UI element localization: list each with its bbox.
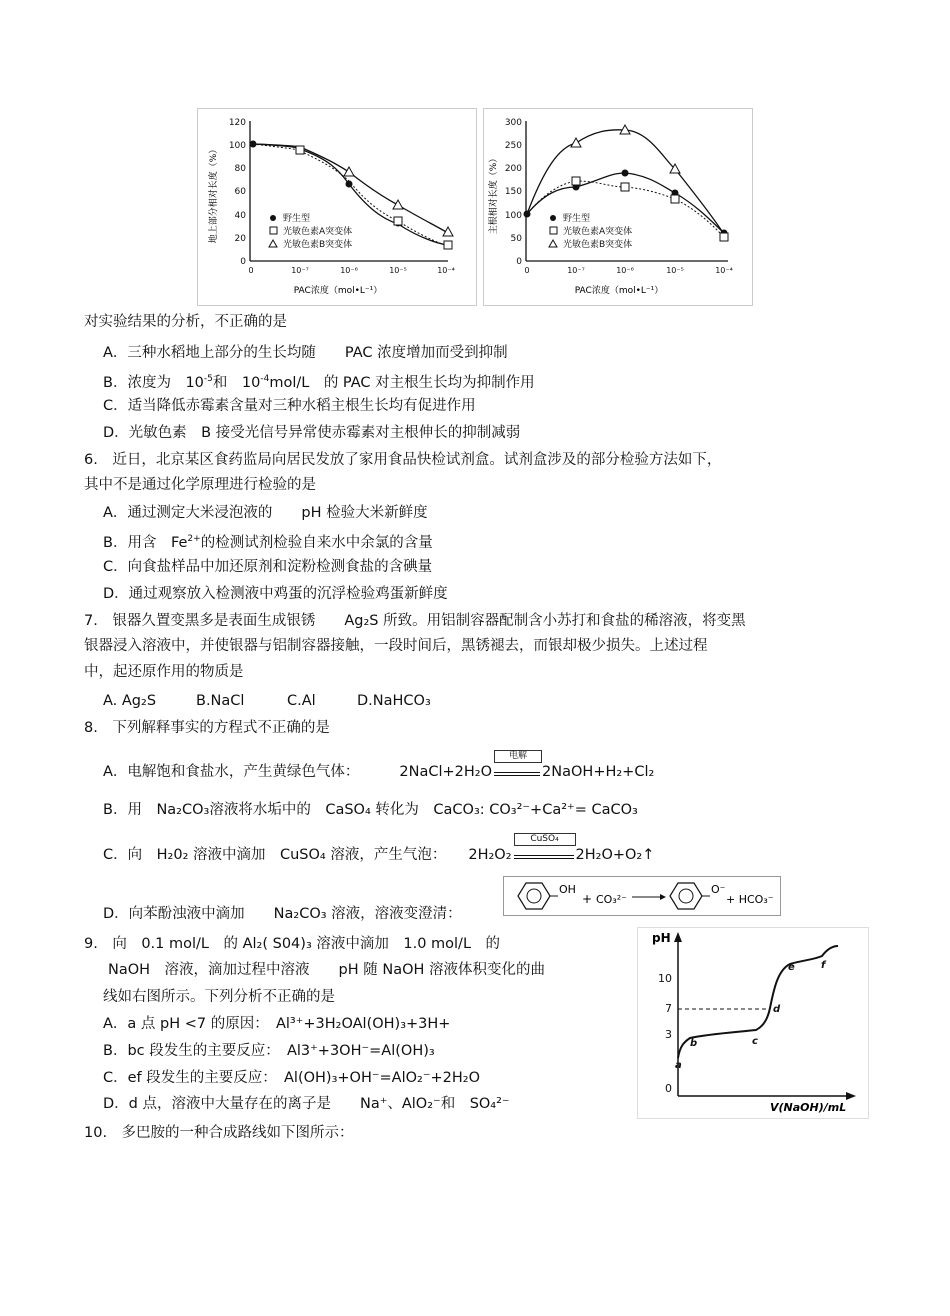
lx-tick-2: 10⁻⁶ — [340, 266, 358, 275]
ry-tick-5: 250 — [504, 141, 522, 151]
eq-plus: + — [582, 892, 593, 906]
q5-option-b: B．浓度为 $10^{-5}$和 $10^{-4}mol/L$ 的 PAC 对主根生长均为抑制作用 — [103, 374, 535, 391]
ph-point-f: f — [821, 960, 826, 971]
q8-option-a: A．电解饱和食盐水，产生黄绿色气体： 2NaCl+2H₂O 电解 2NaOH+H₂+Cl₂ — [103, 751, 655, 780]
left-y-label: 地上部分相对长度（%） — [209, 144, 219, 244]
ph-x-label: V(NaOH)/mL — [770, 1101, 847, 1114]
q8-stem: 8. 下列解释事实的方程式不正确的是 — [84, 720, 330, 736]
q9-option-b: B．bc 段发生的主要反应： Al3⁺+3OH⁻=Al(OH)₃ — [103, 1043, 435, 1059]
left-legend-0: 野生型 — [283, 214, 311, 224]
q6-option-c: C．向食盐样品中加还原剂和淀粉检测食盐的含碘量 — [103, 559, 433, 575]
q9-option-c: C．ef 段发生的主要反应： Al(OH)₃+OH⁻=AlO₂⁻+2H₂O — [103, 1070, 480, 1086]
q6-option-a: A．通过测定大米浸泡液的 pH 检验大米新鲜度 — [103, 505, 428, 521]
q5-option-a: A．三种水稻地上部分的生长均随 PAC 浓度增加而受到抑制 — [103, 345, 508, 361]
q7-stem-3: 中，起还原作用的物质是 — [84, 664, 244, 680]
rx-tick-4: 10⁻⁴ — [715, 266, 733, 275]
ph-point-c: c — [752, 1036, 758, 1047]
q9-stem-2: NaOH 溶液，滴加过程中溶液 pH 随 NaOH 溶液体积变化的曲 — [108, 962, 546, 978]
ry-tick-4: 200 — [504, 164, 522, 174]
ly-tick-1: 20 — [234, 234, 246, 244]
right-legend-0: 野生型 — [563, 214, 591, 224]
ly-tick-0: 0 — [240, 257, 246, 267]
q8-option-b: B．用 Na₂CO₃溶液将水垢中的 CaSO₄ 转化为 CaCO₃: CO₃²⁻+Ca²⁺= CaCO₃ — [103, 802, 638, 818]
ph-point-e: e — [788, 962, 795, 973]
q9-stem-1: 9. 向 0.1 mol/L 的 Al₂( S04)₃ 溶液中滴加 1.0 mol/L 的 — [84, 936, 501, 952]
q6-stem-2: 其中不是通过化学原理进行检验的是 — [84, 477, 316, 493]
q10-stem: 10. 多巴胺的一种合成路线如下图所示： — [84, 1125, 354, 1141]
ry-tick-3: 150 — [504, 187, 522, 197]
ry-tick-6: 300 — [504, 118, 522, 128]
q8-option-c: C．向 H₂0₂ 溶液中滴加 CuSO₄ 溶液，产生气泡： 2H₂O₂ CuSO₄ 2H₂O+O₂↑ — [103, 834, 655, 863]
ph-tick-10: 10 — [658, 972, 672, 985]
ph-point-a: a — [675, 1060, 682, 1071]
q5-option-d: D．光敏色素 B 接受光信号异常使赤霉素对主根伸长的抑制减弱 — [103, 425, 521, 441]
ph-y-label: pH — [652, 931, 671, 945]
ph-point-d: d — [773, 1004, 781, 1015]
ry-tick-1: 50 — [510, 234, 522, 244]
ly-tick-5: 100 — [228, 141, 246, 151]
lx-tick-1: 10⁻⁷ — [291, 266, 309, 275]
left-legend-1: 光敏色素A突变体 — [283, 227, 353, 237]
right-chart — [483, 108, 753, 306]
lx-tick-3: 10⁻⁵ — [389, 266, 407, 275]
right-x-label: PAC浓度（mol•L⁻¹） — [574, 286, 664, 296]
q9-option-d: D．d 点，溶液中大量存在的离子是 Na⁺、AlO₂⁻和 SO₄²⁻ — [103, 1096, 510, 1112]
lx-tick-4: 10⁻⁴ — [437, 266, 455, 275]
left-chart-svg — [198, 109, 476, 305]
left-chart — [197, 108, 477, 306]
q7-option-a: A. Ag₂S — [103, 693, 157, 709]
rx-tick-0: 0 — [524, 266, 530, 275]
ph-tick-3: 3 — [665, 1028, 672, 1041]
rx-tick-2: 10⁻⁶ — [616, 266, 634, 275]
ly-tick-4: 80 — [234, 164, 246, 174]
ry-tick-0: 0 — [516, 257, 522, 267]
right-legend-2: 光敏色素B突变体 — [563, 240, 633, 250]
rx-tick-3: 10⁻⁵ — [666, 266, 684, 275]
ly-tick-2: 40 — [234, 211, 246, 221]
q9-stem-3: 线如右图所示。下列分析不正确的是 — [103, 989, 335, 1005]
right-chart-svg — [484, 109, 752, 305]
ph-point-b: b — [690, 1038, 698, 1049]
eq-hco3: + HCO₃⁻ — [726, 893, 774, 906]
ly-tick-3: 60 — [234, 187, 246, 197]
phenoxide-o: O⁻ — [711, 883, 726, 896]
right-legend-1: 光敏色素A突变体 — [563, 227, 633, 237]
ph-chart — [637, 927, 869, 1119]
ly-tick-6: 120 — [228, 118, 246, 128]
ry-tick-2: 100 — [504, 211, 522, 221]
ph-tick-7: 7 — [665, 1002, 672, 1015]
q5-option-c: C．适当降低赤霉素含量对三种水稻主根生长均有促进作用 — [103, 398, 476, 414]
q7-stem-2: 银器浸入溶液中，并使银器与铝制容器接触，一段时间后，黑锈褪去，而银却极少损失。上述过程 — [84, 638, 708, 654]
rx-tick-1: 10⁻⁷ — [567, 266, 585, 275]
q6-option-b: B．用含 $Fe^{2+}$的检测试剂检验自来水中余氯的含量 — [103, 534, 433, 551]
q7-option-d: D.NaHCO₃ — [357, 693, 431, 709]
left-legend-2: 光敏色素B突变体 — [283, 240, 353, 250]
phenol-oh: OH — [559, 883, 576, 896]
q6-option-d: D．通过观察放入检测液中鸡蛋的沉浮检验鸡蛋新鲜度 — [103, 586, 448, 602]
right-y-label: 主根相对长度（%） — [489, 153, 499, 235]
phenol-equation-svg — [504, 877, 780, 915]
q5-stem: 对实验结果的分析，不正确的是 — [84, 314, 287, 330]
left-x-label: PAC浓度（mol•L⁻¹） — [293, 286, 383, 296]
lx-tick-0: 0 — [248, 266, 254, 275]
eq-co3: CO₃²⁻ — [596, 893, 627, 906]
q9-option-a: A．a 点 pH <7 的原因： Al³⁺+3H₂OAl(OH)₃+3H+ — [103, 1016, 451, 1032]
q7-option-c: C.Al — [287, 693, 316, 709]
ph-tick-0: 0 — [665, 1082, 672, 1095]
phenol-equation — [503, 876, 781, 916]
q7-option-b: B.NaCl — [196, 693, 245, 709]
q8-option-d: D．向苯酚浊液中滴加 Na₂CO₃ 溶液，溶液变澄清： — [103, 906, 462, 922]
ph-chart-svg — [638, 928, 868, 1118]
q6-stem-1: 6. 近日，北京某区食药监局向居民发放了家用食品快检试剂盒。试剂盒涉及的部分检验方法如下， — [84, 452, 722, 468]
q7-stem-1: 7. 银器久置变黑多是表面生成银锈 Ag₂S 所致。用铝制容器配制含小苏打和食盐的稀溶液，将变黑 — [84, 613, 746, 629]
